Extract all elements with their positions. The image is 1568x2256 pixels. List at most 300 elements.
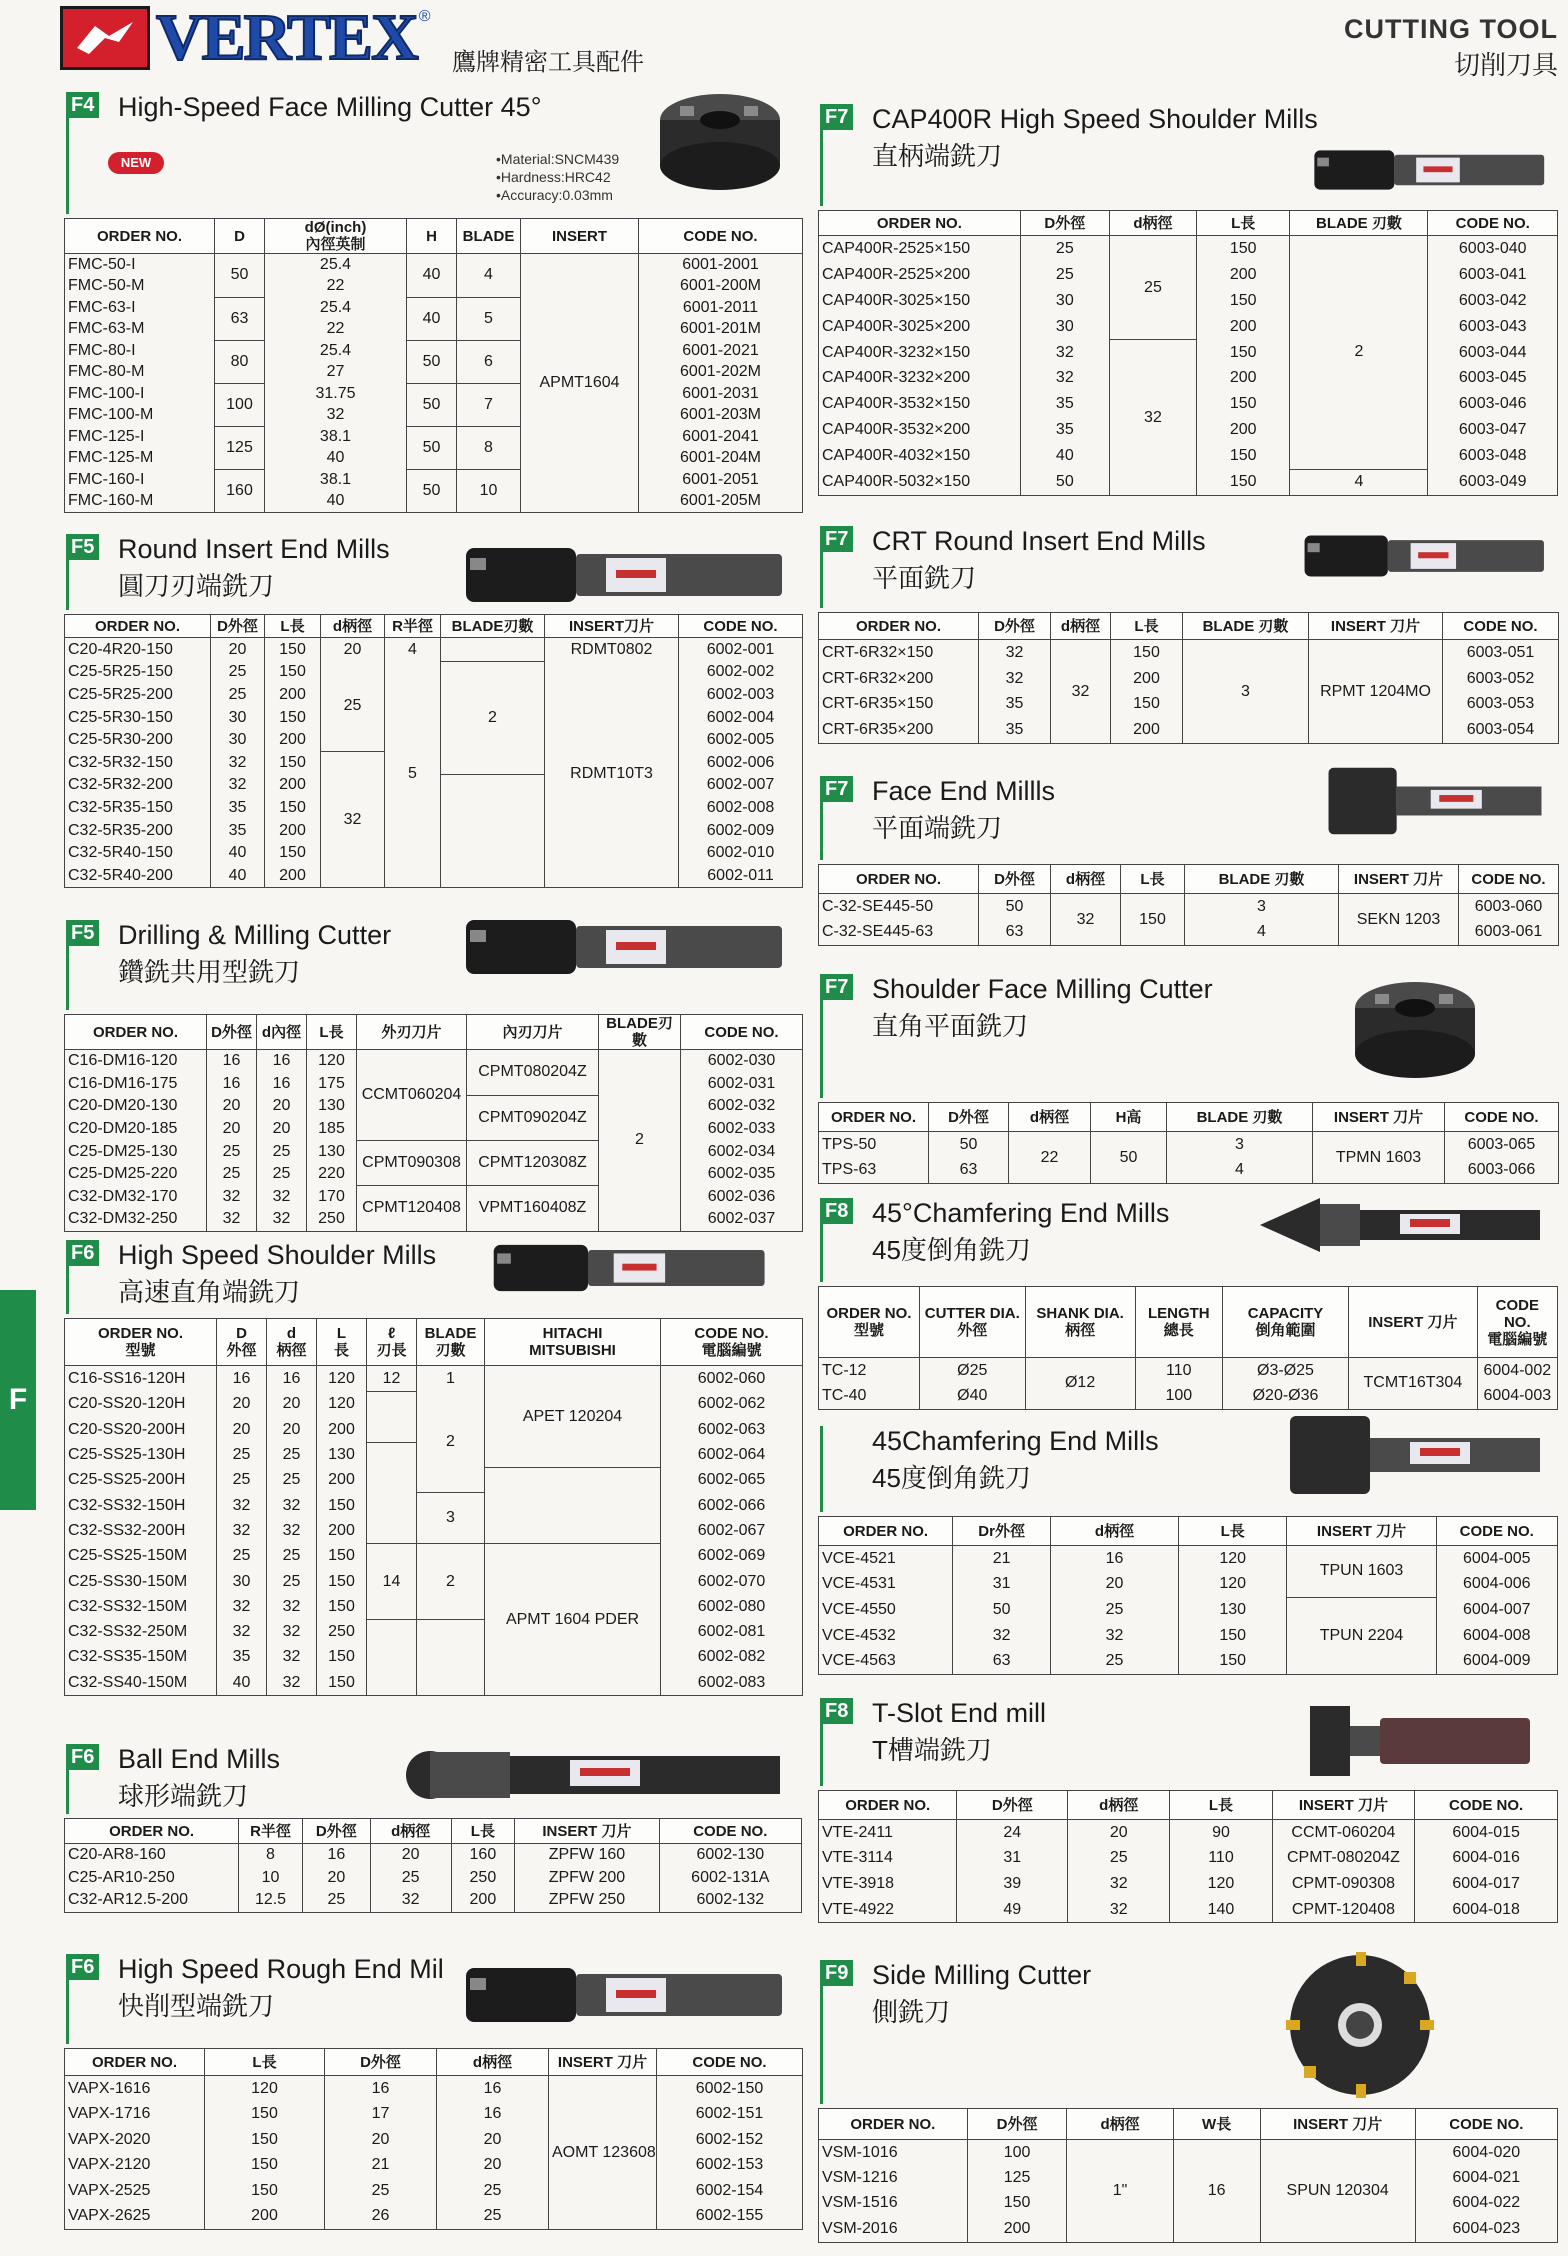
table-cell: 32: [265, 405, 407, 427]
table-cell: 6002-066: [661, 1493, 803, 1518]
table-row: [819, 1846, 1558, 1872]
table-cell: 32: [211, 774, 265, 797]
table-cell: 200: [1196, 314, 1289, 340]
table-cell: C20-DM20-185: [65, 1118, 207, 1141]
table-cell: FMC-50-M: [65, 276, 215, 298]
table-cell: 20: [321, 638, 385, 662]
table-cell: 110: [1135, 1358, 1222, 1384]
table-cell: 35: [211, 797, 265, 820]
table-cell: 6003-044: [1428, 340, 1558, 366]
table-cell: 1: [417, 1366, 485, 1392]
table-cell: ZPFW 250: [515, 1889, 659, 1912]
table-cell: 6001-2001: [639, 254, 803, 276]
table-cell: CRT-6R32×150: [819, 640, 979, 666]
column-header: ORDER NO.: [819, 1103, 929, 1132]
product-image: [400, 1740, 790, 1815]
table-cell: C32-SS35-150M: [65, 1645, 217, 1670]
table-cell: 32: [217, 1518, 267, 1543]
table-cell: 6: [457, 340, 521, 383]
spec-table: [64, 1014, 803, 1232]
table-cell: 185: [307, 1118, 357, 1141]
table-cell: 21: [325, 2153, 437, 2179]
table-cell: 32: [953, 1623, 1051, 1649]
section-title-en: 45°Chamfering End Mills: [872, 1198, 1170, 1228]
table-cell: CAP400R-2525×200: [819, 262, 1021, 288]
column-header: INSERT 刀片: [1349, 1287, 1478, 1358]
page-category: [1344, 14, 1558, 82]
table-cell: CPMT-120408: [1272, 1897, 1415, 1923]
table-cell: 6003-066: [1445, 1158, 1559, 1184]
table-cell: VTE-3918: [819, 1871, 957, 1897]
table-cell: 20: [267, 1392, 317, 1417]
column-header: ORDER NO.: [819, 613, 979, 640]
table-cell: CPMT090308: [357, 1140, 467, 1185]
table-cell: C32-SS32-250M: [65, 1619, 217, 1644]
table-cell: 6003-061: [1459, 920, 1559, 946]
table-cell: 6002-062: [661, 1392, 803, 1417]
column-header: L 長: [317, 1319, 367, 1366]
section-badge: F8: [820, 1698, 853, 1724]
column-header: d柄徑: [370, 1819, 451, 1844]
table-row: [65, 1889, 802, 1912]
table-cell: 21: [953, 1546, 1051, 1572]
table-cell: 20: [370, 1844, 451, 1867]
table-cell: 150: [1196, 391, 1289, 417]
table-cell: 6002-034: [681, 1140, 803, 1163]
table-cell: CAP400R-3232×200: [819, 365, 1021, 391]
table-cell: C32-SS32-150H: [65, 1493, 217, 1518]
spec-table: [818, 210, 1558, 496]
table-cell: C32-SS40-150M: [65, 1670, 217, 1696]
table-row: [819, 1820, 1558, 1846]
section-title-en: 45Chamfering End Mills: [872, 1426, 1159, 1456]
product-image: [460, 912, 790, 987]
table-row: [65, 638, 803, 662]
table-cell: FMC-50-I: [65, 254, 215, 276]
table-cell: 40: [211, 842, 265, 865]
table-cell: 32: [217, 1493, 267, 1518]
spec-table: [64, 614, 803, 888]
table-cell: 1": [1067, 2140, 1173, 2243]
table-cell: 20: [437, 2153, 549, 2179]
table-cell: 7: [457, 383, 521, 426]
table-cell: 150: [317, 1569, 367, 1594]
column-header: L長: [307, 1015, 357, 1050]
table-header-row: [819, 1791, 1558, 1820]
table-cell: CAP400R-3025×200: [819, 314, 1021, 340]
table-cell: 6004-023: [1415, 2216, 1557, 2242]
table-cell: 22: [265, 319, 407, 341]
table-cell: 150: [1196, 469, 1289, 496]
table-row: [65, 1366, 803, 1392]
table-header-row: [65, 219, 803, 254]
table-cell: 20: [437, 2127, 549, 2153]
section-title-zh: 45度倒角銑刀: [872, 1235, 1031, 1265]
table-cell: C16-SS16-120H: [65, 1366, 217, 1392]
table-cell: Ø25: [919, 1358, 1025, 1384]
table-cell: 3: [1167, 1132, 1313, 1158]
table-cell: 63: [929, 1158, 1009, 1184]
table-cell: 150: [265, 638, 321, 662]
table-row: [819, 894, 1559, 920]
column-header: ORDER NO. 型號: [65, 1319, 217, 1366]
table-cell: 50: [407, 383, 457, 426]
table-cell: 8: [239, 1844, 303, 1867]
table-cell: 150: [205, 2178, 325, 2204]
section-title-en: High-Speed Face Milling Cutter 45°: [118, 92, 542, 122]
table-cell: 6002-032: [681, 1095, 803, 1118]
table-cell: 6002-064: [661, 1442, 803, 1467]
table-cell: 130: [317, 1442, 367, 1467]
table-cell: 200: [967, 2216, 1067, 2242]
column-header: L長: [1196, 211, 1289, 236]
table-header-row: [819, 211, 1558, 236]
table-cell: RDMT0802: [545, 638, 679, 662]
table-cell: VAPX-2120: [65, 2153, 205, 2179]
section-title-en: CRT Round Insert End Mills: [872, 526, 1206, 556]
table-row: [65, 2204, 803, 2230]
table-cell: 6001-205M: [639, 491, 803, 513]
spec-table: [64, 1318, 803, 1696]
table-cell: C25-SS25-200H: [65, 1468, 217, 1493]
table-cell: 6002-035: [681, 1163, 803, 1186]
table-cell: 25: [321, 661, 385, 751]
table-row: [65, 1619, 803, 1644]
table-cell: 6002-151: [657, 2102, 803, 2128]
table-row: [819, 1897, 1558, 1923]
table-cell: 6003-042: [1428, 288, 1558, 314]
section-title-zh: 直角平面銑刀: [872, 1011, 1029, 1041]
table-cell: CPMT-090308: [1272, 1871, 1415, 1897]
table-cell: VSM-1216: [819, 2165, 968, 2190]
table-cell: 6004-009: [1436, 1648, 1557, 1674]
column-header: CODE NO. 電腦編號: [1477, 1287, 1557, 1358]
table-cell: 38.1: [265, 469, 407, 491]
table-cell: VAPX-2020: [65, 2127, 205, 2153]
table-cell: VCE-4521: [819, 1546, 953, 1572]
section-title-zh: 45度倒角銑刀: [872, 1463, 1031, 1493]
table-cell: 25: [267, 1468, 317, 1493]
table-cell: CPMT090204Z: [467, 1095, 599, 1140]
table-cell: 39: [957, 1871, 1068, 1897]
column-header: INSERT: [521, 219, 639, 254]
table-cell: FMC-100-M: [65, 405, 215, 427]
table-cell: 16: [437, 2102, 549, 2128]
table-cell: C25-SS25-150M: [65, 1544, 217, 1569]
table-cell: 100: [1135, 1383, 1222, 1409]
column-header: d 柄徑: [267, 1319, 317, 1366]
section-badge: F7: [820, 974, 853, 1000]
column-header: INSERT 刀片: [549, 2049, 657, 2076]
table-row: [65, 2178, 803, 2204]
table-cell: FMC-100-I: [65, 383, 215, 405]
product-image: [1280, 1410, 1550, 1505]
column-header: d內徑: [257, 1015, 307, 1050]
table-cell: 160: [451, 1844, 515, 1867]
table-cell: 25: [267, 1569, 317, 1594]
table-cell: 2: [599, 1050, 681, 1232]
table-cell: 25: [217, 1468, 267, 1493]
table-cell: TPS-63: [819, 1158, 929, 1184]
table-cell: 25: [1020, 262, 1109, 288]
table-cell: C32-5R40-150: [65, 842, 211, 865]
table-cell: FMC-63-M: [65, 319, 215, 341]
table-cell: 250: [451, 1867, 515, 1890]
section-badge: F6: [66, 1744, 99, 1770]
table-cell: 3: [1183, 640, 1309, 744]
section-badge: F6: [66, 1954, 99, 1980]
table-cell: 6001-2011: [639, 297, 803, 319]
table-cell: 6002-155: [657, 2204, 803, 2230]
table-cell: 16: [207, 1073, 257, 1096]
table-cell: 25: [217, 1544, 267, 1569]
column-header: D外徑: [979, 865, 1051, 894]
table-cell: 6002-010: [679, 842, 803, 865]
table-cell: VTE-2411: [819, 1820, 957, 1846]
table-cell: 25.4: [265, 297, 407, 319]
table-cell: 6001-203M: [639, 405, 803, 427]
table-cell: 200: [1111, 717, 1183, 743]
table-cell: C25-5R30-150: [65, 706, 211, 729]
table-cell: 50: [929, 1132, 1009, 1158]
column-header: d柄徑: [1068, 1791, 1170, 1820]
table-cell: 6002-080: [661, 1594, 803, 1619]
column-header: D外徑: [211, 615, 265, 638]
table-cell: C20-SS20-120H: [65, 1392, 217, 1417]
table-row: [65, 426, 803, 448]
table-cell: 200: [265, 684, 321, 707]
column-header: D: [215, 219, 265, 254]
table-cell: 6003-065: [1445, 1132, 1559, 1158]
table-cell: 25: [325, 2178, 437, 2204]
column-header: INSERT 刀片: [515, 1819, 659, 1844]
table-row: [819, 1572, 1558, 1598]
table-cell: 20: [302, 1867, 370, 1890]
table-cell: 6003-046: [1428, 391, 1558, 417]
table-row: [65, 254, 803, 276]
table-cell: 150: [265, 797, 321, 820]
table-cell: Ø12: [1025, 1358, 1135, 1410]
table-cell: 12.5: [239, 1889, 303, 1912]
table-cell: 6003-053: [1443, 692, 1559, 718]
table-cell: 20: [207, 1095, 257, 1118]
table-cell: 6002-153: [657, 2153, 803, 2179]
table-cell: 2: [441, 661, 545, 774]
table-cell: 63: [979, 920, 1051, 946]
table-cell: 6002-069: [661, 1544, 803, 1569]
table-cell: VPMT160408Z: [467, 1186, 599, 1232]
table-cell: C25-5R30-200: [65, 729, 211, 752]
table-cell: 150: [317, 1645, 367, 1670]
column-header: BLADE刃數: [599, 1015, 681, 1050]
table-cell: VAPX-1616: [65, 2076, 205, 2102]
table-header-row: [819, 865, 1559, 894]
column-header: ℓ 刃長: [367, 1319, 417, 1366]
table-cell: 150: [317, 1670, 367, 1696]
table-cell: 6002-007: [679, 774, 803, 797]
table-row: [65, 661, 803, 684]
product-image: [460, 540, 790, 615]
table-cell: CAP400R-3532×200: [819, 417, 1021, 443]
table-cell: C32-DM32-250: [65, 1208, 207, 1231]
table-cell: C32-SS32-150M: [65, 1594, 217, 1619]
table-row: [65, 469, 803, 491]
table-cell: 6003-041: [1428, 262, 1558, 288]
column-header: L長: [1111, 613, 1183, 640]
table-cell: 50: [1020, 469, 1109, 496]
table-cell: TC-40: [819, 1383, 920, 1409]
table-cell: 25: [207, 1163, 257, 1186]
table-cell: 25: [257, 1140, 307, 1163]
table-cell: 16: [302, 1844, 370, 1867]
table-cell: 6003-047: [1428, 417, 1558, 443]
section-title-en: Shoulder Face Milling Cutter: [872, 974, 1213, 1004]
eagle-icon: [60, 6, 150, 70]
column-header: CODE NO.: [679, 615, 803, 638]
column-header: BLADE 刃數: [1183, 613, 1309, 640]
table-cell: 24: [957, 1820, 1068, 1846]
column-header: ORDER NO.: [65, 1819, 239, 1844]
column-header: D 外徑: [217, 1319, 267, 1366]
column-header: ORDER NO.: [65, 2049, 205, 2076]
table-cell: 200: [317, 1518, 367, 1543]
table-cell: 6004-016: [1415, 1846, 1558, 1872]
table-row: [65, 383, 803, 405]
table-cell: 25: [207, 1140, 257, 1163]
table-cell: 200: [265, 774, 321, 797]
table-cell: 40: [265, 448, 407, 470]
table-cell: 40: [407, 297, 457, 340]
table-cell: 5: [385, 661, 441, 887]
table-cell: 150: [317, 1493, 367, 1518]
table-cell: 110: [1170, 1846, 1272, 1872]
table-header-row: [819, 1287, 1558, 1358]
column-header: D外徑: [967, 2109, 1067, 2140]
table-cell: 16: [1051, 1546, 1179, 1572]
table-row: [65, 1844, 802, 1867]
table-cell: C16-DM16-175: [65, 1073, 207, 1096]
table-row: [65, 1867, 802, 1890]
table-cell: C25-5R25-200: [65, 684, 211, 707]
table-cell: 120: [317, 1392, 367, 1417]
table-cell: FMC-160-I: [65, 469, 215, 491]
table-cell: C20-AR8-160: [65, 1844, 239, 1867]
table-cell: 30: [211, 706, 265, 729]
table-cell: TPS-50: [819, 1132, 929, 1158]
column-header: LENGTH 總長: [1135, 1287, 1222, 1358]
table-cell: 32: [207, 1208, 257, 1231]
table-cell: 31: [953, 1572, 1051, 1598]
table-cell: 120: [307, 1050, 357, 1073]
table-cell: 6002-082: [661, 1645, 803, 1670]
table-cell: 5: [457, 297, 521, 340]
table-cell: 6003-054: [1443, 717, 1559, 743]
table-cell: 25: [1068, 1846, 1170, 1872]
table-cell: FMC-80-I: [65, 340, 215, 362]
table-cell: 150: [1178, 1623, 1287, 1649]
table-cell: 150: [967, 2191, 1067, 2216]
table-cell: 6002-063: [661, 1417, 803, 1442]
table-cell: 32: [1109, 340, 1196, 496]
table-header-row: [65, 615, 803, 638]
column-header: d柄徑: [321, 615, 385, 638]
table-cell: 25: [217, 1442, 267, 1467]
table-cell: 3: [1185, 894, 1339, 920]
table-header-row: [819, 613, 1559, 640]
section-title-en: Face End Millls: [872, 776, 1056, 806]
table-cell: CAP400R-4032×150: [819, 443, 1021, 469]
table-header-row: [65, 2049, 803, 2076]
table-cell: 150: [1111, 692, 1183, 718]
table-cell: 6002-037: [681, 1208, 803, 1231]
table-cell: 6003-045: [1428, 365, 1558, 391]
table-cell: CAP400R-3025×150: [819, 288, 1021, 314]
column-header: Dr外徑: [953, 1517, 1051, 1546]
spec-item: •Material:SNCM439: [496, 151, 620, 167]
table-cell: 30: [1020, 314, 1109, 340]
logo-wordmark: VERTEX: [156, 1, 417, 74]
table-row: [65, 297, 803, 319]
table-cell: 32: [211, 751, 265, 774]
column-header: D外徑: [302, 1819, 370, 1844]
table-cell: 16: [257, 1050, 307, 1073]
column-header: INSERT 刀片: [1272, 1791, 1415, 1820]
spec-table: [818, 1516, 1558, 1675]
table-row: [65, 1392, 803, 1417]
table-cell: 25: [211, 661, 265, 684]
table-cell: TPUN 1603: [1287, 1546, 1436, 1598]
product-image: [650, 80, 790, 205]
table-cell: 17: [325, 2102, 437, 2128]
column-header: D外徑: [957, 1791, 1068, 1820]
table-cell: 6002-065: [661, 1468, 803, 1493]
table-cell: 16: [207, 1050, 257, 1073]
table-cell: C32-DM32-170: [65, 1186, 207, 1209]
table-cell: [441, 774, 545, 887]
table-cell: 20: [207, 1118, 257, 1141]
column-header: CODE NO.: [681, 1015, 803, 1050]
table-cell: 6003-060: [1459, 894, 1559, 920]
table-cell: 150: [1121, 894, 1185, 946]
table-row: [819, 1358, 1558, 1384]
table-cell: 6001-2031: [639, 383, 803, 405]
side-tab: F: [0, 1290, 36, 1510]
table-cell: 35: [1020, 417, 1109, 443]
table-cell: 14: [367, 1544, 417, 1620]
section-title-en: Side Milling Cutter: [872, 1960, 1092, 1990]
table-cell: 16: [257, 1073, 307, 1096]
spec-item: •Hardness:HRC42: [496, 169, 611, 185]
table-cell: 6002-150: [657, 2076, 803, 2102]
section-badge: F5: [66, 534, 99, 560]
table-cell: CPMT-080204Z: [1272, 1846, 1415, 1872]
table-cell: TC-12: [819, 1358, 920, 1384]
column-header: ORDER NO. 型號: [819, 1287, 920, 1358]
table-cell: C20-SS20-200H: [65, 1417, 217, 1442]
column-header: D外徑: [1020, 211, 1109, 236]
table-cell: 63: [953, 1648, 1051, 1674]
table-cell: 26: [325, 2204, 437, 2230]
table-cell: 6002-002: [679, 661, 803, 684]
table-cell: 200: [1196, 365, 1289, 391]
table-cell: 50: [979, 894, 1051, 920]
table-cell: C25-5R25-150: [65, 661, 211, 684]
table-cell: 6002-132: [659, 1889, 801, 1912]
table-row: [65, 1544, 803, 1569]
table-cell: 50: [407, 340, 457, 383]
column-header: D外徑: [929, 1103, 1009, 1132]
table-row: [819, 340, 1558, 366]
